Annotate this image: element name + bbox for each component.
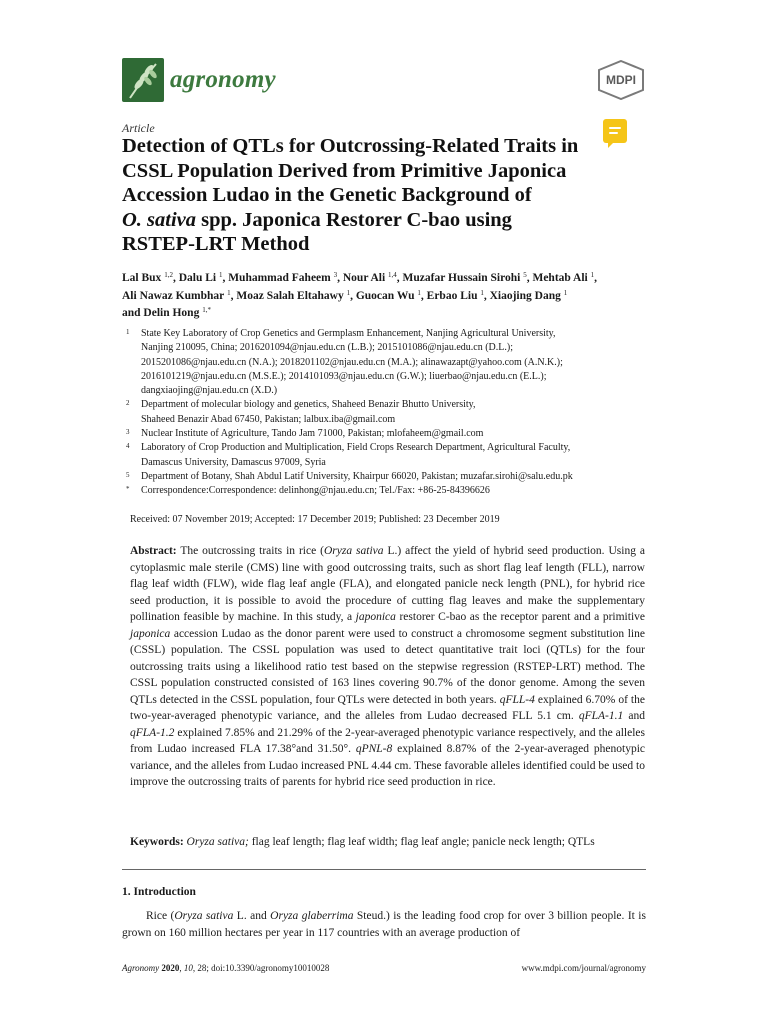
- title-line: Accession Ludao in the Genetic Background of: [122, 184, 532, 206]
- title-species: O. sativa: [122, 208, 197, 231]
- abstract: Abstract: The outcrossing traits in rice (Oryza sativa L.) affect the yield of hybrid seed production. Using a cytoplasmic male sterile (CMS) line with good outcrossing traits, such as short flag leaf length (FLL), narrow flag leaf width (FLW), wide flag leaf angle (FLA), and elongated panicle neck length (PNL), for hybrid rice seed production, it is possible to avoid the procedure of cutting flag leaves and make the supplementary pollination feasible by machine. In this study, a japonica restorer C-bao as the receptor parent and a primitive japonica accession Ludao as the donor parent were used to construct a chromosome segment substitution line (CSSL) population. The CSSL population was used to detect quantitative trait loci (QTLs) for the four outcrossing traits using a likelihood ratio test based on the stepwise regression (RSTEP-LRT) method. The CSSL population constructed consisted of 163 lines covering 90.7% of the donor genome. Among the seven QTLs detected in the CSSL population, four QTLs were detected in both years. qFLL-4 explained 6.70% of the two-year-averaged phenotypic variance, and the alleles from Ludao decreased FLL 5.1 cm. qFLA-1.1 and qFLA-1.2 explained 7.85% and 21.29% of the 2-year-averaged phenotypic variance respectively, and the alleles from Ludao increased FLA 17.38°and 31.50°. qPNL-8 explained 8.87% of the 2-year-averaged phenotypic variance, and the alleles from Ludao increased PNL 4.44 cm. These favorable alleles identified could be used to improve the outcrossing traits of parents for hybrid rice seed production in rice.: [130, 545, 645, 788]
- author[interactable]: Mehtab Ali $^1$: [532, 271, 595, 284]
- publication-dates: Received: 07 November 2019; Accepted: 17 December 2019; Published: 23 December 2019: [130, 514, 500, 525]
- author[interactable]: Dalu Li $^1$: [178, 271, 223, 284]
- author[interactable]: Lal Bux $^{1,2}$: [122, 271, 173, 284]
- keywords: Keywords: Oryza sativa; flag leaf length; flag leaf width; flag leaf angle; panicle neck length; QTLs: [130, 836, 595, 848]
- affiliation-item: 4 Laboratory of Crop Production and Multiplication, Field Crops Research Department, Agricultural Faculty, Damascus University, Damascus 97009, Syria: [126, 442, 571, 468]
- journal-url[interactable]: www.mdpi.com/journal/agronomy: [521, 963, 646, 973]
- author[interactable]: and Delin Hong $^{1,*}$: [122, 306, 211, 319]
- section-divider: [122, 869, 646, 870]
- section-heading: 1. Introduction: [122, 886, 196, 898]
- author[interactable]: Guocan Wu $^1$: [355, 288, 421, 302]
- publisher-name: MDPI: [606, 73, 636, 87]
- affiliation-item: 3 Nuclear Institute of Agriculture, Tando Jam 71000, Pakistan; mlofaheem@gmail.com: [126, 428, 484, 440]
- author[interactable]: Xiaojing Dang $^1$: [489, 288, 568, 302]
- affiliation-item: 1 State Key Laboratory of Crop Genetics and Germplasm Enhancement, Nanjing Agricultural University, Nanjing 210095, China; 2016201094@njau.edu.cn (L.B.); 2015101086@njau.edu.cn (D.L.); 2015201086@njau.edu.cn (N.A.); 2018201102@njau.edu.cn (M.A.); alinawazapt@yahoo.com (A.N.K.); 2016101219@njau.edu.cn (M.S.E.); 2014101093@njau.edu.cn (G.W.); liuerbao@njau.edu.cn (E.L.); dangxiaojing@njau.edu.cn (X.D.): [126, 328, 563, 397]
- affiliation-item: 5 Department of Botany, Shah Abdul Latif University, Khairpur 66020, Pakistan; muzafar.sirohi@salu.edu.pk: [126, 470, 573, 482]
- title-line: spp. Japonica Restorer C-bao using: [196, 208, 512, 231]
- author-list: Lal Bux $^{1,2}$, Dalu Li $^1$, Muhammad Faheem $^3$, Nour Ali $^{1,4}$, Muzafar Hussain Sirohi $^5$, Mehtab Ali $^1$, Ali Nawaz Kumbhar $^1$, Moaz Salah Eltahawy $^1$, Guocan Wu $^1$, Erbao Liu $^1$, Xiaojing Dang $^1$ and Delin Hong $^{1,*}$: [122, 271, 597, 319]
- author[interactable]: Nour Ali $^{1,4}$: [342, 271, 397, 284]
- author[interactable]: Moaz Salah Eltahawy $^1$: [236, 288, 351, 302]
- title-line: CSSL Population Derived from Primitive Japonica: [122, 159, 567, 182]
- title-line: RSTEP-LRT Method: [122, 233, 310, 255]
- author[interactable]: Ali Nawaz Kumbhar $^1$: [122, 288, 231, 302]
- correspondence-item: * Correspondence:Correspondence: delinhong@njau.edu.cn; Tel./Fax: +86-25-84396626: [126, 485, 490, 497]
- title-line: Detection of QTLs for Outcrossing-Related Traits in: [122, 135, 579, 157]
- abstract-label: Abstract:: [130, 545, 177, 557]
- article-type: Article: [122, 121, 155, 135]
- article-title: [122, 134, 632, 257]
- author[interactable]: Muhammad Faheem $^3$: [228, 271, 338, 284]
- author[interactable]: Muzafar Hussain Sirohi $^5$: [402, 271, 527, 284]
- citation-footer: Agronomy 2020, 10, 28; doi:10.3390/agronomy10010028: [122, 963, 330, 973]
- journal-name[interactable]: agronomy: [170, 66, 276, 93]
- introduction-paragraph: Rice (Oryza sativa L. and Oryza glaberrima Steud.) is the leading food crop for over 3 billion people. It is grown on 160 million hectares per year in 117 countries with an average production of: [122, 910, 646, 939]
- affiliation-item: 2 Department of molecular biology and genetics, Shaheed Benazir Bhutto University, Shaheed Benazir Abad 67450, Pakistan; lalbux.iba@gmail.com: [126, 399, 476, 425]
- mdpi-logo-icon[interactable]: [596, 60, 646, 100]
- wheat-logo-icon: [122, 58, 164, 102]
- affiliation-list: [124, 327, 649, 499]
- keywords-label: Keywords:: [130, 836, 184, 848]
- author[interactable]: Erbao Liu $^1$: [426, 288, 484, 302]
